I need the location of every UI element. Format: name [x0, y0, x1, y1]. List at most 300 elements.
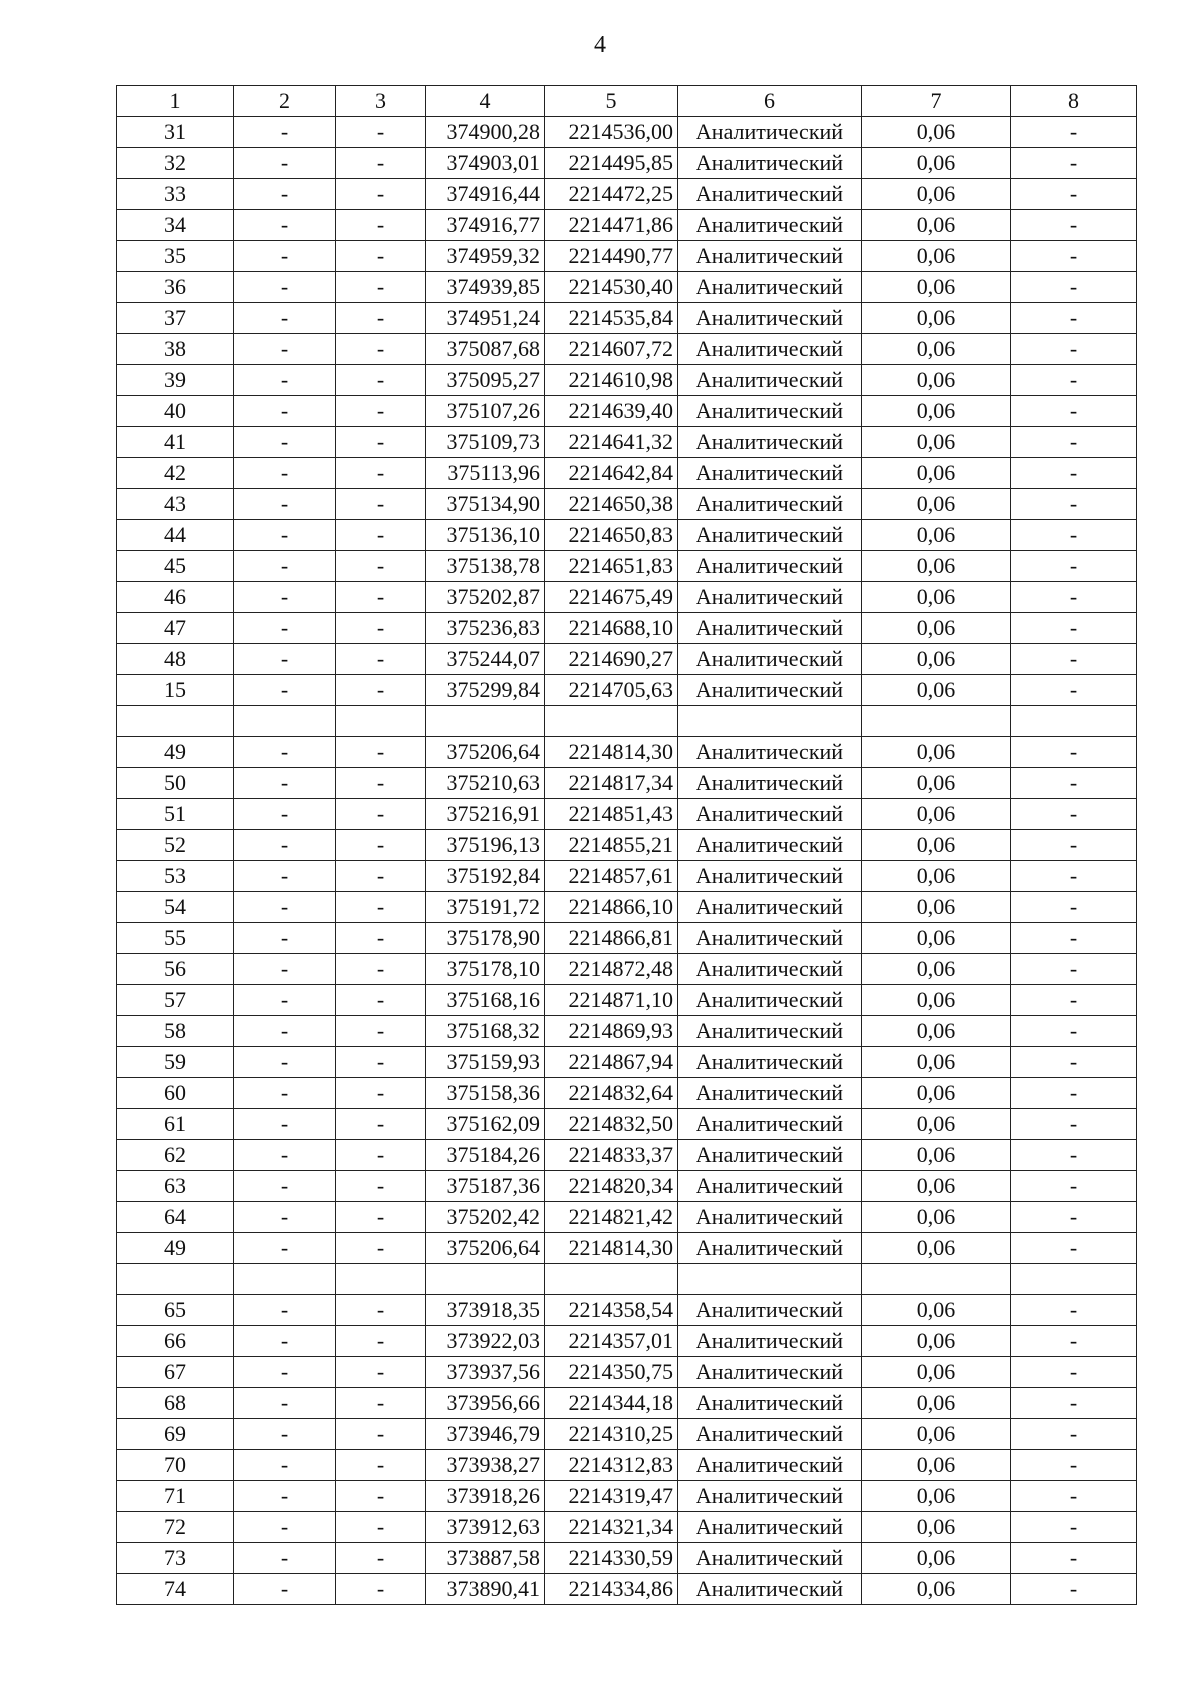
- col3-cell: -: [336, 1574, 426, 1605]
- col3-cell: -: [336, 1109, 426, 1140]
- x-coordinate-cell: 375202,42: [426, 1202, 545, 1233]
- method-cell: Аналитический: [678, 1295, 862, 1326]
- accuracy-cell: 0,06: [862, 1543, 1011, 1574]
- col2-cell: -: [234, 892, 336, 923]
- accuracy-cell: 0,06: [862, 1357, 1011, 1388]
- col8-cell: -: [1011, 985, 1137, 1016]
- col2-cell: -: [234, 1481, 336, 1512]
- table-row: [117, 644, 1137, 675]
- x-coordinate-cell: 375236,83: [426, 613, 545, 644]
- y-coordinate-cell: 2214344,18: [545, 1388, 678, 1419]
- y-coordinate-cell: 2214821,42: [545, 1202, 678, 1233]
- header-cell: 2: [234, 86, 336, 117]
- col3-cell: -: [336, 334, 426, 365]
- method-cell: Аналитический: [678, 954, 862, 985]
- method-cell: Аналитический: [678, 830, 862, 861]
- col8-cell: -: [1011, 458, 1137, 489]
- accuracy-cell: 0,06: [862, 1202, 1011, 1233]
- point-number-cell: 74: [117, 1574, 234, 1605]
- y-coordinate-cell: 2214832,64: [545, 1078, 678, 1109]
- table-row: [117, 1450, 1137, 1481]
- col2-cell: -: [234, 954, 336, 985]
- x-coordinate-cell: 373938,27: [426, 1450, 545, 1481]
- table-row: [117, 737, 1137, 768]
- col2-cell: -: [234, 241, 336, 272]
- col3-cell: -: [336, 1171, 426, 1202]
- table-row: [117, 985, 1137, 1016]
- table-row: [117, 675, 1137, 706]
- table-row: [117, 179, 1137, 210]
- col3-cell: -: [336, 1233, 426, 1264]
- table-row: [117, 1233, 1137, 1264]
- x-coordinate-cell: 375191,72: [426, 892, 545, 923]
- col3-cell: -: [336, 675, 426, 706]
- x-coordinate-cell: 374916,44: [426, 179, 545, 210]
- accuracy-cell: 0,06: [862, 768, 1011, 799]
- col8-cell: -: [1011, 582, 1137, 613]
- col2-cell: -: [234, 489, 336, 520]
- point-number-cell: 65: [117, 1295, 234, 1326]
- x-coordinate-cell: 373956,66: [426, 1388, 545, 1419]
- accuracy-cell: 0,06: [862, 1109, 1011, 1140]
- x-coordinate-cell: 373922,03: [426, 1326, 545, 1357]
- point-number-cell: 36: [117, 272, 234, 303]
- col3-cell: -: [336, 1202, 426, 1233]
- x-coordinate-cell: 374916,77: [426, 210, 545, 241]
- y-coordinate-cell: 2214642,84: [545, 458, 678, 489]
- y-coordinate-cell: 2214650,38: [545, 489, 678, 520]
- col8-cell: -: [1011, 303, 1137, 334]
- col3-cell: -: [336, 582, 426, 613]
- y-coordinate-cell: 2214651,83: [545, 551, 678, 582]
- x-coordinate-cell: 374939,85: [426, 272, 545, 303]
- method-cell: [678, 706, 862, 737]
- y-coordinate-cell: 2214814,30: [545, 1233, 678, 1264]
- col3-cell: -: [336, 1388, 426, 1419]
- col3-cell: -: [336, 179, 426, 210]
- point-number-cell: 72: [117, 1512, 234, 1543]
- x-coordinate-cell: 374951,24: [426, 303, 545, 334]
- y-coordinate-cell: 2214536,00: [545, 117, 678, 148]
- y-coordinate-cell: 2214639,40: [545, 396, 678, 427]
- method-cell: Аналитический: [678, 1388, 862, 1419]
- col3-cell: -: [336, 1140, 426, 1171]
- method-cell: Аналитический: [678, 923, 862, 954]
- table-row: [117, 1047, 1137, 1078]
- x-coordinate-cell: 375168,16: [426, 985, 545, 1016]
- col8-cell: -: [1011, 1357, 1137, 1388]
- y-coordinate-cell: 2214817,34: [545, 768, 678, 799]
- point-number-cell: 49: [117, 1233, 234, 1264]
- point-number-cell: 34: [117, 210, 234, 241]
- method-cell: Аналитический: [678, 768, 862, 799]
- col2-cell: -: [234, 365, 336, 396]
- col3-cell: -: [336, 1078, 426, 1109]
- table-row: [117, 396, 1137, 427]
- col8-cell: -: [1011, 737, 1137, 768]
- point-number-cell: 57: [117, 985, 234, 1016]
- x-coordinate-cell: 373887,58: [426, 1543, 545, 1574]
- col2-cell: -: [234, 210, 336, 241]
- point-number-cell: 61: [117, 1109, 234, 1140]
- col3-cell: -: [336, 1450, 426, 1481]
- accuracy-cell: 0,06: [862, 1326, 1011, 1357]
- y-coordinate-cell: 2214321,34: [545, 1512, 678, 1543]
- accuracy-cell: [862, 1264, 1011, 1295]
- point-number-cell: 33: [117, 179, 234, 210]
- col3-cell: -: [336, 1295, 426, 1326]
- col2-cell: -: [234, 768, 336, 799]
- col2-cell: -: [234, 520, 336, 551]
- header-cell: 1: [117, 86, 234, 117]
- method-cell: Аналитический: [678, 1078, 862, 1109]
- accuracy-cell: 0,06: [862, 489, 1011, 520]
- col8-cell: -: [1011, 1295, 1137, 1326]
- table-row: [117, 954, 1137, 985]
- y-coordinate-cell: 2214688,10: [545, 613, 678, 644]
- col2-cell: -: [234, 1109, 336, 1140]
- method-cell: Аналитический: [678, 1171, 862, 1202]
- point-number-cell: 39: [117, 365, 234, 396]
- col2-cell: -: [234, 179, 336, 210]
- x-coordinate-cell: 375206,64: [426, 737, 545, 768]
- header-cell: 5: [545, 86, 678, 117]
- col2-cell: -: [234, 1140, 336, 1171]
- method-cell: Аналитический: [678, 272, 862, 303]
- accuracy-cell: 0,06: [862, 1140, 1011, 1171]
- col3-cell: -: [336, 830, 426, 861]
- method-cell: Аналитический: [678, 613, 862, 644]
- y-coordinate-cell: 2214535,84: [545, 303, 678, 334]
- accuracy-cell: 0,06: [862, 923, 1011, 954]
- accuracy-cell: 0,06: [862, 613, 1011, 644]
- point-number-cell: 35: [117, 241, 234, 272]
- col2-cell: -: [234, 458, 336, 489]
- point-number-cell: 62: [117, 1140, 234, 1171]
- x-coordinate-cell: 374959,32: [426, 241, 545, 272]
- page-number: 4: [594, 32, 606, 58]
- table-row: [117, 1357, 1137, 1388]
- accuracy-cell: 0,06: [862, 799, 1011, 830]
- col8-cell: -: [1011, 1326, 1137, 1357]
- table-row: [117, 1512, 1137, 1543]
- accuracy-cell: 0,06: [862, 1047, 1011, 1078]
- col8-cell: -: [1011, 613, 1137, 644]
- x-coordinate-cell: 375136,10: [426, 520, 545, 551]
- col8-cell: [1011, 1264, 1137, 1295]
- accuracy-cell: [862, 706, 1011, 737]
- col2-cell: -: [234, 1233, 336, 1264]
- table-row: [117, 1481, 1137, 1512]
- table-row: [117, 1419, 1137, 1450]
- table-row: [117, 1078, 1137, 1109]
- accuracy-cell: 0,06: [862, 1481, 1011, 1512]
- method-cell: Аналитический: [678, 489, 862, 520]
- table-row: [117, 582, 1137, 613]
- y-coordinate-cell: 2214690,27: [545, 644, 678, 675]
- y-coordinate-cell: 2214866,81: [545, 923, 678, 954]
- col8-cell: -: [1011, 1078, 1137, 1109]
- accuracy-cell: 0,06: [862, 210, 1011, 241]
- col2-cell: -: [234, 1295, 336, 1326]
- point-number-cell: 53: [117, 861, 234, 892]
- col3-cell: -: [336, 272, 426, 303]
- col3-cell: -: [336, 892, 426, 923]
- point-number-cell: 44: [117, 520, 234, 551]
- point-number-cell: 66: [117, 1326, 234, 1357]
- method-cell: Аналитический: [678, 644, 862, 675]
- col3-cell: [336, 1264, 426, 1295]
- x-coordinate-cell: 375178,90: [426, 923, 545, 954]
- col3-cell: -: [336, 768, 426, 799]
- col2-cell: -: [234, 613, 336, 644]
- header-cell: 3: [336, 86, 426, 117]
- x-coordinate-cell: [426, 706, 545, 737]
- table-separator-row: [117, 706, 1137, 737]
- col3-cell: -: [336, 1357, 426, 1388]
- point-number-cell: 67: [117, 1357, 234, 1388]
- col2-cell: [234, 1264, 336, 1295]
- col8-cell: -: [1011, 365, 1137, 396]
- accuracy-cell: 0,06: [862, 830, 1011, 861]
- col2-cell: -: [234, 1419, 336, 1450]
- y-coordinate-cell: 2214357,01: [545, 1326, 678, 1357]
- col2-cell: [234, 706, 336, 737]
- col8-cell: -: [1011, 148, 1137, 179]
- x-coordinate-cell: [426, 1264, 545, 1295]
- method-cell: Аналитический: [678, 427, 862, 458]
- col2-cell: -: [234, 303, 336, 334]
- col3-cell: -: [336, 396, 426, 427]
- y-coordinate-cell: 2214814,30: [545, 737, 678, 768]
- method-cell: Аналитический: [678, 396, 862, 427]
- x-coordinate-cell: 375087,68: [426, 334, 545, 365]
- col8-cell: -: [1011, 272, 1137, 303]
- col8-cell: -: [1011, 1047, 1137, 1078]
- x-coordinate-cell: 373912,63: [426, 1512, 545, 1543]
- point-number-cell: 52: [117, 830, 234, 861]
- col8-cell: -: [1011, 520, 1137, 551]
- x-coordinate-cell: 375184,26: [426, 1140, 545, 1171]
- method-cell: Аналитический: [678, 582, 862, 613]
- col2-cell: -: [234, 1388, 336, 1419]
- method-cell: Аналитический: [678, 117, 862, 148]
- point-number-cell: 38: [117, 334, 234, 365]
- x-coordinate-cell: 375216,91: [426, 799, 545, 830]
- col3-cell: -: [336, 613, 426, 644]
- table-row: [117, 241, 1137, 272]
- method-cell: Аналитический: [678, 1109, 862, 1140]
- table-row: [117, 458, 1137, 489]
- table-row: [117, 551, 1137, 582]
- y-coordinate-cell: [545, 706, 678, 737]
- col2-cell: -: [234, 1512, 336, 1543]
- accuracy-cell: 0,06: [862, 272, 1011, 303]
- y-coordinate-cell: 2214675,49: [545, 582, 678, 613]
- table-row: [117, 613, 1137, 644]
- y-coordinate-cell: 2214334,86: [545, 1574, 678, 1605]
- col3-cell: -: [336, 861, 426, 892]
- col2-cell: -: [234, 1171, 336, 1202]
- col3-cell: -: [336, 117, 426, 148]
- x-coordinate-cell: 375178,10: [426, 954, 545, 985]
- col2-cell: -: [234, 861, 336, 892]
- method-cell: Аналитический: [678, 303, 862, 334]
- accuracy-cell: 0,06: [862, 861, 1011, 892]
- y-coordinate-cell: 2214869,93: [545, 1016, 678, 1047]
- x-coordinate-cell: 375158,36: [426, 1078, 545, 1109]
- col8-cell: -: [1011, 334, 1137, 365]
- method-cell: Аналитический: [678, 365, 862, 396]
- y-coordinate-cell: 2214832,50: [545, 1109, 678, 1140]
- method-cell: [678, 1264, 862, 1295]
- point-number-cell: 56: [117, 954, 234, 985]
- col8-cell: -: [1011, 1419, 1137, 1450]
- col2-cell: -: [234, 1016, 336, 1047]
- col8-cell: -: [1011, 1574, 1137, 1605]
- col8-cell: -: [1011, 644, 1137, 675]
- accuracy-cell: 0,06: [862, 582, 1011, 613]
- method-cell: Аналитический: [678, 520, 862, 551]
- accuracy-cell: 0,06: [862, 427, 1011, 458]
- x-coordinate-cell: 373890,41: [426, 1574, 545, 1605]
- method-cell: Аналитический: [678, 241, 862, 272]
- point-number-cell: [117, 1264, 234, 1295]
- method-cell: Аналитический: [678, 737, 862, 768]
- x-coordinate-cell: 375109,73: [426, 427, 545, 458]
- point-number-cell: 50: [117, 768, 234, 799]
- table-row: [117, 303, 1137, 334]
- table-row: [117, 1140, 1137, 1171]
- accuracy-cell: 0,06: [862, 365, 1011, 396]
- y-coordinate-cell: 2214857,61: [545, 861, 678, 892]
- col3-cell: -: [336, 985, 426, 1016]
- table-row: [117, 923, 1137, 954]
- accuracy-cell: 0,06: [862, 551, 1011, 582]
- y-coordinate-cell: 2214871,10: [545, 985, 678, 1016]
- accuracy-cell: 0,06: [862, 954, 1011, 985]
- x-coordinate-cell: 375299,84: [426, 675, 545, 706]
- table-separator-row: [117, 1264, 1137, 1295]
- col3-cell: -: [336, 365, 426, 396]
- point-number-cell: 46: [117, 582, 234, 613]
- col3-cell: -: [336, 954, 426, 985]
- point-number-cell: 49: [117, 737, 234, 768]
- col8-cell: -: [1011, 675, 1137, 706]
- x-coordinate-cell: 373918,35: [426, 1295, 545, 1326]
- x-coordinate-cell: 375138,78: [426, 551, 545, 582]
- col3-cell: -: [336, 1047, 426, 1078]
- table-body: [117, 86, 1137, 1605]
- point-number-cell: 31: [117, 117, 234, 148]
- accuracy-cell: 0,06: [862, 1078, 1011, 1109]
- col8-cell: -: [1011, 427, 1137, 458]
- col2-cell: -: [234, 737, 336, 768]
- y-coordinate-cell: 2214330,59: [545, 1543, 678, 1574]
- y-coordinate-cell: 2214833,37: [545, 1140, 678, 1171]
- accuracy-cell: 0,06: [862, 1016, 1011, 1047]
- table-row: [117, 117, 1137, 148]
- table-row: [117, 1574, 1137, 1605]
- point-number-cell: 60: [117, 1078, 234, 1109]
- table-row: [117, 1326, 1137, 1357]
- col2-cell: -: [234, 830, 336, 861]
- col2-cell: -: [234, 1078, 336, 1109]
- method-cell: Аналитический: [678, 1326, 862, 1357]
- x-coordinate-cell: 375187,36: [426, 1171, 545, 1202]
- col8-cell: -: [1011, 489, 1137, 520]
- point-number-cell: 43: [117, 489, 234, 520]
- col3-cell: -: [336, 799, 426, 830]
- col8-cell: -: [1011, 210, 1137, 241]
- y-coordinate-cell: 2214490,77: [545, 241, 678, 272]
- col8-cell: -: [1011, 954, 1137, 985]
- method-cell: Аналитический: [678, 1357, 862, 1388]
- table-row: [117, 148, 1137, 179]
- col8-cell: -: [1011, 1109, 1137, 1140]
- method-cell: Аналитический: [678, 675, 862, 706]
- table-row: [117, 334, 1137, 365]
- table-row: [117, 799, 1137, 830]
- method-cell: Аналитический: [678, 179, 862, 210]
- accuracy-cell: 0,06: [862, 334, 1011, 365]
- method-cell: Аналитический: [678, 148, 862, 179]
- method-cell: Аналитический: [678, 1543, 862, 1574]
- table-row: [117, 210, 1137, 241]
- method-cell: Аналитический: [678, 458, 862, 489]
- col8-cell: -: [1011, 1233, 1137, 1264]
- col3-cell: -: [336, 241, 426, 272]
- method-cell: Аналитический: [678, 1140, 862, 1171]
- point-number-cell: 54: [117, 892, 234, 923]
- col3-cell: -: [336, 551, 426, 582]
- col2-cell: -: [234, 582, 336, 613]
- col3-cell: -: [336, 458, 426, 489]
- method-cell: Аналитический: [678, 1450, 862, 1481]
- col8-cell: -: [1011, 1512, 1137, 1543]
- col8-cell: -: [1011, 892, 1137, 923]
- method-cell: Аналитический: [678, 892, 862, 923]
- method-cell: Аналитический: [678, 210, 862, 241]
- y-coordinate-cell: 2214866,10: [545, 892, 678, 923]
- table-row: [117, 768, 1137, 799]
- y-coordinate-cell: 2214607,72: [545, 334, 678, 365]
- accuracy-cell: 0,06: [862, 737, 1011, 768]
- coordinates-table: [116, 85, 1137, 1605]
- accuracy-cell: 0,06: [862, 675, 1011, 706]
- y-coordinate-cell: 2214641,32: [545, 427, 678, 458]
- table-row: [117, 489, 1137, 520]
- col8-cell: -: [1011, 861, 1137, 892]
- col3-cell: -: [336, 1419, 426, 1450]
- table-row: [117, 1171, 1137, 1202]
- point-number-cell: 41: [117, 427, 234, 458]
- x-coordinate-cell: 375162,09: [426, 1109, 545, 1140]
- col8-cell: -: [1011, 117, 1137, 148]
- point-number-cell: 42: [117, 458, 234, 489]
- y-coordinate-cell: 2214820,34: [545, 1171, 678, 1202]
- x-coordinate-cell: 375244,07: [426, 644, 545, 675]
- point-number-cell: 63: [117, 1171, 234, 1202]
- col3-cell: -: [336, 303, 426, 334]
- point-number-cell: [117, 706, 234, 737]
- accuracy-cell: 0,06: [862, 117, 1011, 148]
- accuracy-cell: 0,06: [862, 1388, 1011, 1419]
- table-row: [117, 272, 1137, 303]
- col2-cell: -: [234, 1543, 336, 1574]
- y-coordinate-cell: 2214471,86: [545, 210, 678, 241]
- col8-cell: -: [1011, 1543, 1137, 1574]
